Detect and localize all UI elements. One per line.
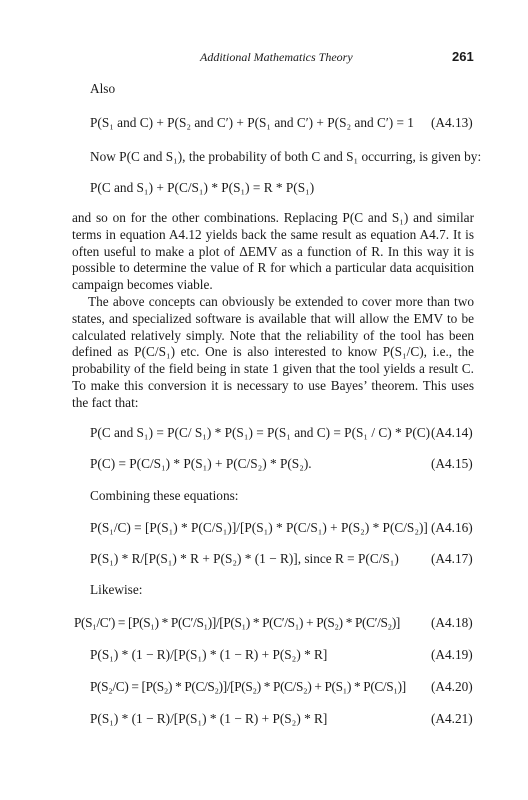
equation-a4-18: P(S₁/C′) = [P(S₁) * P(C′/S₁)]/[P(S₁) * P(C′/S₁) + P(S₂) * P(C′/S₂)] (74, 615, 401, 630)
equation-number-a4-17: (A4.17) (431, 551, 473, 566)
equation-a4-21: P(S₁) * (1 − R)/[P(S₁) * (1 − R) + P(S₂) * R] (90, 711, 328, 726)
text-combining: Combining these equations: (90, 488, 239, 503)
equation-a4-17: P(S₁) * R/[P(S₁) * R + P(S₂) * (1 − R)], since R = P(C/S₁) (90, 551, 399, 566)
paragraph-2: The above concepts can obviously be extended to cover more than two states, and specialized software is available that will allow the EMV to be calculated relatively simply. Note that the reliability of the tool has been defined as P(C/S₁) etc. One is also interested to know P(S₁/C), i.e., the probability of the field being in state 1 given that the tool yields a result C. To make this conversion it is necessary to use Bayes’ theorem. This uses the fact that: (72, 293, 474, 410)
equation-number-a4-21: (A4.21) (431, 711, 473, 726)
equation-a4-20: P(S₂/C) = [P(S₂) * P(C/S₂)]/[P(S₂) * P(C/S₂) + P(S₁) * P(C/S₁)] (90, 679, 406, 694)
text-now-line: Now P(C and S₁), the probability of both C and S₁ occurring, is given by: (90, 149, 482, 164)
equation-number-a4-14: (A4.14) (431, 425, 473, 440)
page-header (0, 50, 528, 66)
equation-number-a4-19: (A4.19) (431, 647, 473, 662)
equation-a4-19: P(S₁) * (1 − R)/[P(S₁) * (1 − R) + P(S₂) * R] (90, 647, 328, 662)
equation-number-a4-18: (A4.18) (431, 615, 473, 630)
equation-a4-15: P(C) = P(C/S₁) * P(S₁) + P(C/S₂) * P(S₂). (90, 456, 312, 471)
running-title: Additional Mathematics Theory (200, 50, 353, 64)
text-likewise: Likewise: (90, 582, 143, 597)
equation-number-a4-13: (A4.13) (431, 115, 473, 130)
equation-a4-16: P(S₁/C) = [P(S₁) * P(C/S₁)]/[P(S₁) * P(C/S₁) + P(S₂) * P(C/S₂)] (90, 520, 428, 535)
equation-a4-14: P(C and S₁) = P(C/ S₁) * P(S₁) = P(S₁ and C) = P(S₁ / C) * P(C) (90, 425, 431, 440)
equation-c-and-s1: P(C and S₁) + P(C/S₁) * P(S₁) = R * P(S₁) (90, 180, 315, 195)
equation-number-a4-20: (A4.20) (431, 679, 473, 694)
paragraph-1: and so on for the other combinations. Replacing P(C and S₁) and similar terms in equation A4.12 yields back the same result as equation A4.7. It is often useful to make a plot of ΔEMV as a function of R. In this way it is possible to determine the value of R for which a particular data acquisition campaign becomes viable. (72, 210, 474, 293)
equation-number-a4-15: (A4.15) (431, 456, 473, 471)
paragraph-block (72, 210, 474, 412)
equation-a4-13: P(S₁ and C) + P(S₂ and C′) + P(S₁ and C′) + P(S₂ and C′) = 1 (90, 115, 414, 130)
equation-number-a4-16: (A4.16) (431, 520, 473, 535)
text-also: Also (90, 81, 116, 96)
page-number: 261 (452, 49, 474, 64)
